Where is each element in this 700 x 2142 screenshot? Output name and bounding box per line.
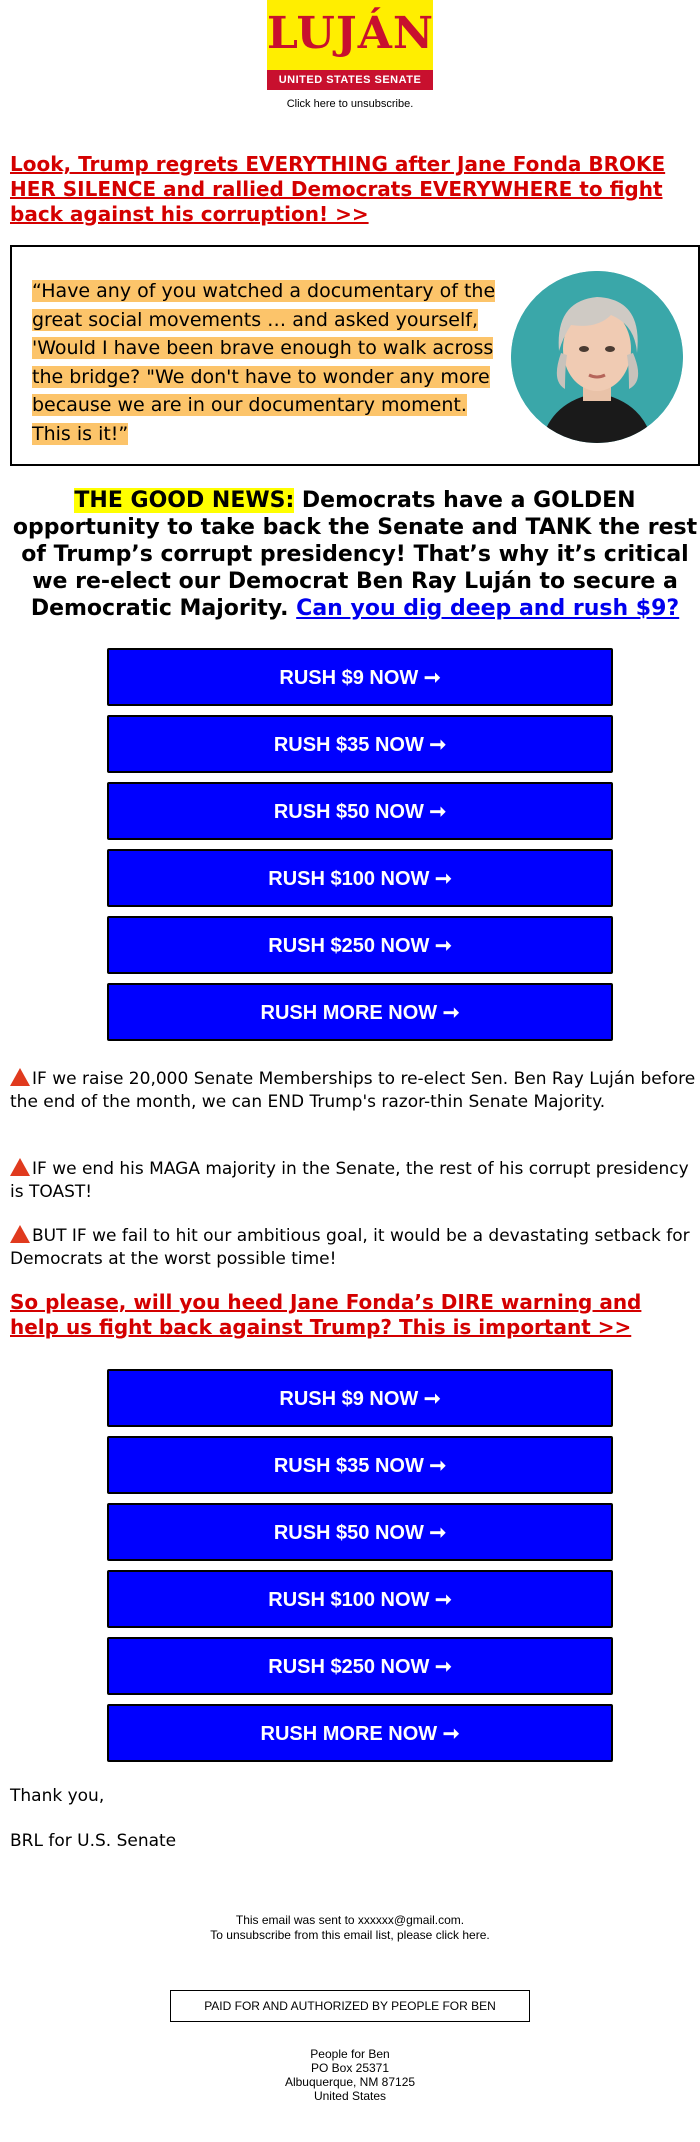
rush-250-button-bottom[interactable]: RUSH $250 NOW ➞: [107, 1637, 613, 1695]
logo-image[interactable]: [267, 0, 433, 90]
warning-triangle-icon: [10, 1068, 30, 1086]
jane-fonda-portrait: [511, 271, 683, 443]
good-news-body: Democrats have a GOLDEN opportunity to take back the Senate and TANK the rest of Trump’s corrupt presidency! That’s why it’s critical we re-elect our Democrat Ben Ray Luján to secure a Democratic Majority.: [12, 488, 698, 621]
rush-35-button-bottom[interactable]: RUSH $35 NOW ➞: [107, 1436, 613, 1494]
headline-link-bottom[interactable]: So please, will you heed Jane Fonda’s DIRE warning and help us fight back against Trump? This is important >>: [10, 1290, 642, 1339]
paragraph-maga-text: IF we end his MAGA majority in the Senate, the rest of his corrupt presidency is TOAST!: [10, 1159, 689, 1202]
headline-link-top[interactable]: Look, Trump regrets EVERYTHING after Jane Fonda BROKE HER SILENCE and rallied Democrats EVERYWHERE to fight back against his corruption! >>: [10, 152, 666, 226]
signoff-thanks: Thank you,: [10, 1786, 105, 1806]
logo-name: LUJÁN: [267, 8, 435, 59]
paragraph-fail-text: BUT IF we fail to hit our ambitious goal, it would be a devastating setback for Democrats at the worst possible time!: [10, 1226, 690, 1269]
paid-for-disclaimer: PAID FOR AND AUTHORIZED BY PEOPLE FOR BEN: [170, 1990, 530, 2022]
rush-more-button[interactable]: RUSH MORE NOW ➞: [107, 983, 613, 1041]
campaign-logo[interactable]: [267, 0, 433, 90]
warning-triangle-icon: [10, 1225, 30, 1243]
good-news-highlight: THE GOOD NEWS:: [74, 488, 295, 513]
rush-9-link[interactable]: Can you dig deep and rush $9?: [296, 596, 680, 621]
quote-box: [10, 245, 700, 466]
paragraph-maga: [10, 1158, 700, 1203]
signoff-name: BRL for U.S. Senate: [10, 1831, 177, 1851]
unsubscribe-link-top[interactable]: Click here to unsubscribe.: [286, 98, 414, 110]
paragraph-memberships-text: IF we raise 20,000 Senate Memberships to re-elect Sen. Ben Ray Luján before the end of the month, we can END Trump's razor-thin Senate Majority.: [10, 1069, 696, 1112]
rush-100-button[interactable]: RUSH $100 NOW ➞: [107, 849, 613, 907]
paragraph-memberships: [10, 1068, 700, 1113]
quote-highlight: “Have any of you watched a documentary of the great social movements … and asked yourself, 'Would I have been brave enough to walk across the bridge? "We don't have to wonder any more because we are in our documentary moment. This is it!”: [32, 280, 496, 445]
rush-250-button[interactable]: RUSH $250 NOW ➞: [107, 916, 613, 974]
rush-35-button[interactable]: RUSH $35 NOW ➞: [107, 715, 613, 773]
rush-9-button[interactable]: RUSH $9 NOW ➞: [107, 648, 613, 706]
rush-more-button-bottom[interactable]: RUSH MORE NOW ➞: [107, 1704, 613, 1762]
warning-triangle-icon: [10, 1158, 30, 1176]
footer-sent-to: This email was sent to xxxxxx@gmail.com.: [235, 1913, 465, 1927]
good-news-paragraph: [10, 487, 700, 622]
address-line: Albuquerque, NM 87125: [284, 2075, 416, 2089]
paragraph-fail: [10, 1225, 700, 1270]
footer-unsubscribe-link[interactable]: To unsubscribe from this email list, please click here.: [210, 1928, 490, 1942]
address-line: United States: [313, 2089, 387, 2103]
rush-50-button[interactable]: RUSH $50 NOW ➞: [107, 782, 613, 840]
address-line: PO Box 25371: [310, 2061, 390, 2075]
address-line: People for Ben: [310, 2047, 390, 2061]
rush-100-button-bottom[interactable]: RUSH $100 NOW ➞: [107, 1570, 613, 1628]
rush-50-button-bottom[interactable]: RUSH $50 NOW ➞: [107, 1503, 613, 1561]
portrait-illustration: [511, 271, 683, 443]
quote-text: [32, 277, 502, 448]
logo-band: UNITED STATES SENATE: [267, 70, 433, 90]
rush-9-button-bottom[interactable]: RUSH $9 NOW ➞: [107, 1369, 613, 1427]
